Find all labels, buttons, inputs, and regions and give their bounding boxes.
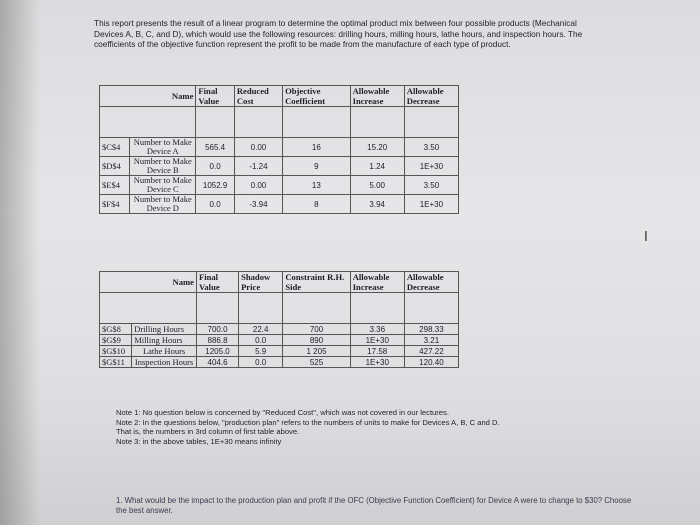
table1-header-row	[100, 86, 459, 107]
allowable-decrease: 427.22	[404, 346, 458, 357]
shadow-price: 0.0	[239, 357, 283, 368]
reduced-cost: -3.94	[234, 195, 282, 214]
constraint-rhs: 1 205	[283, 346, 350, 357]
table-row	[100, 335, 459, 346]
cell-ref: $E$4	[100, 176, 130, 195]
objective-coefficient: 16	[283, 138, 351, 157]
final-value: 565.4	[196, 138, 234, 157]
table-row	[100, 157, 459, 176]
row-name: Number to Make Device D	[130, 195, 196, 214]
table-row	[100, 357, 459, 368]
cell-ref: $G$8	[100, 324, 132, 335]
shadow-price: 5.9	[239, 346, 283, 357]
note-3: Note 3: in the above tables, 1E+30 means infinity	[116, 436, 282, 446]
page-shadow	[0, 0, 40, 525]
t2-header-name: Name	[132, 272, 197, 293]
constraints-table	[99, 271, 459, 368]
t2-header-increase: Allowable Increase	[350, 272, 404, 293]
notes-block	[116, 408, 636, 446]
allowable-increase: 15.20	[350, 138, 404, 157]
cell-ref: $G$10	[100, 346, 132, 357]
row-name: Milling Hours	[132, 335, 197, 346]
note-2: Note 2: In the questions below, "production plan" refers to the numbers of units to make for Devices A, B, C and D.	[116, 417, 500, 427]
row-name: Number to Make Device C	[130, 176, 196, 195]
t1-header-reduced: Reduced Cost	[234, 86, 282, 107]
allowable-increase: 1E+30	[350, 357, 404, 368]
final-value: 700.0	[196, 324, 238, 335]
allowable-decrease: 298.33	[404, 324, 458, 335]
shadow-price: 22.4	[239, 324, 283, 335]
final-value: 1205.0	[196, 346, 238, 357]
t1-header-decrease: Allowable Decrease	[404, 86, 458, 107]
row-name: Inspection Hours	[132, 357, 197, 368]
cell-ref: $C$4	[100, 138, 130, 157]
t2-header-rhs: Constraint R.H. Side	[283, 272, 350, 293]
shadow-price: 0.0	[239, 335, 283, 346]
constraint-rhs: 700	[283, 324, 350, 335]
allowable-decrease: 3.50	[404, 176, 458, 195]
final-value: 404.6	[196, 357, 238, 368]
allowable-increase: 17.58	[350, 346, 404, 357]
allowable-decrease: 120.40	[404, 357, 458, 368]
t2-header-final: Final Value	[196, 272, 238, 293]
allowable-increase: 1E+30	[350, 335, 404, 346]
variable-cells-table	[99, 85, 459, 214]
reduced-cost: 0.00	[234, 138, 282, 157]
final-value: 1052.9	[196, 176, 234, 195]
table2-spacer-row	[100, 293, 459, 324]
cell-ref: $D$4	[100, 157, 130, 176]
t2-header-decrease: Allowable Decrease	[404, 272, 458, 293]
objective-coefficient: 9	[283, 157, 351, 176]
note-2-continued: That is, the numbers in 3rd column of first table above.	[116, 427, 300, 436]
t1-header-objective: Objective Coefficient	[283, 86, 351, 107]
table-row	[100, 346, 459, 357]
objective-coefficient: 13	[283, 176, 351, 195]
allowable-increase: 3.94	[350, 195, 404, 214]
intro-paragraph: This report presents the result of a linear program to determine the optimal product mix between four possible products (Mechanical Devices A, B, C, and D), which would use the following resources: drilling hours, milling hours, lathe hours, and inspection hours. The coefficients of the objective function represent the profit to be made from the manufacture of each type of product.	[94, 18, 583, 49]
final-value: 886.8	[196, 335, 238, 346]
allowable-increase: 3.36	[350, 324, 404, 335]
cell-ref: $F$4	[100, 195, 130, 214]
table1-spacer-row	[100, 107, 459, 138]
t1-header-increase: Allowable Increase	[350, 86, 404, 107]
objective-coefficient: 8	[283, 195, 351, 214]
table-row	[100, 324, 459, 335]
t1-header-final: Final Value	[196, 86, 234, 107]
row-name: Number to Make Device A	[130, 138, 196, 157]
text-cursor-icon: I	[644, 230, 648, 245]
allowable-increase: 1.24	[350, 157, 404, 176]
allowable-decrease: 1E+30	[404, 195, 458, 214]
reduced-cost: -1.24	[234, 157, 282, 176]
t2-header-shadow: Shadow Price	[239, 272, 283, 293]
constraint-rhs: 890	[283, 335, 350, 346]
allowable-increase: 5.00	[350, 176, 404, 195]
reduced-cost: 0.00	[234, 176, 282, 195]
cell-ref: $G$11	[100, 357, 132, 368]
note-1: Note 1: No question below is concerned by "Reduced Cost", which was not covered in our lectures.	[116, 408, 449, 417]
table2-header-row	[100, 272, 459, 293]
allowable-decrease: 3.21	[404, 335, 458, 346]
allowable-decrease: 1E+30	[404, 157, 458, 176]
question-1: 1. What would be the impact to the production plan and profit if the OFC (Objective Function Coefficient) for Device A were to change to $30? Choose the best answer.	[116, 496, 632, 515]
table-row	[100, 176, 459, 195]
allowable-decrease: 3.50	[404, 138, 458, 157]
t1-header-name: Name	[130, 86, 196, 107]
final-value: 0.0	[196, 157, 234, 176]
table-row	[100, 195, 459, 214]
constraint-rhs: 525	[283, 357, 350, 368]
row-name: Lathe Hours	[132, 346, 197, 357]
row-name: Number to Make Device B	[130, 157, 196, 176]
row-name: Drilling Hours	[132, 324, 197, 335]
table-row	[100, 138, 459, 157]
cell-ref: $G$9	[100, 335, 132, 346]
final-value: 0.0	[196, 195, 234, 214]
